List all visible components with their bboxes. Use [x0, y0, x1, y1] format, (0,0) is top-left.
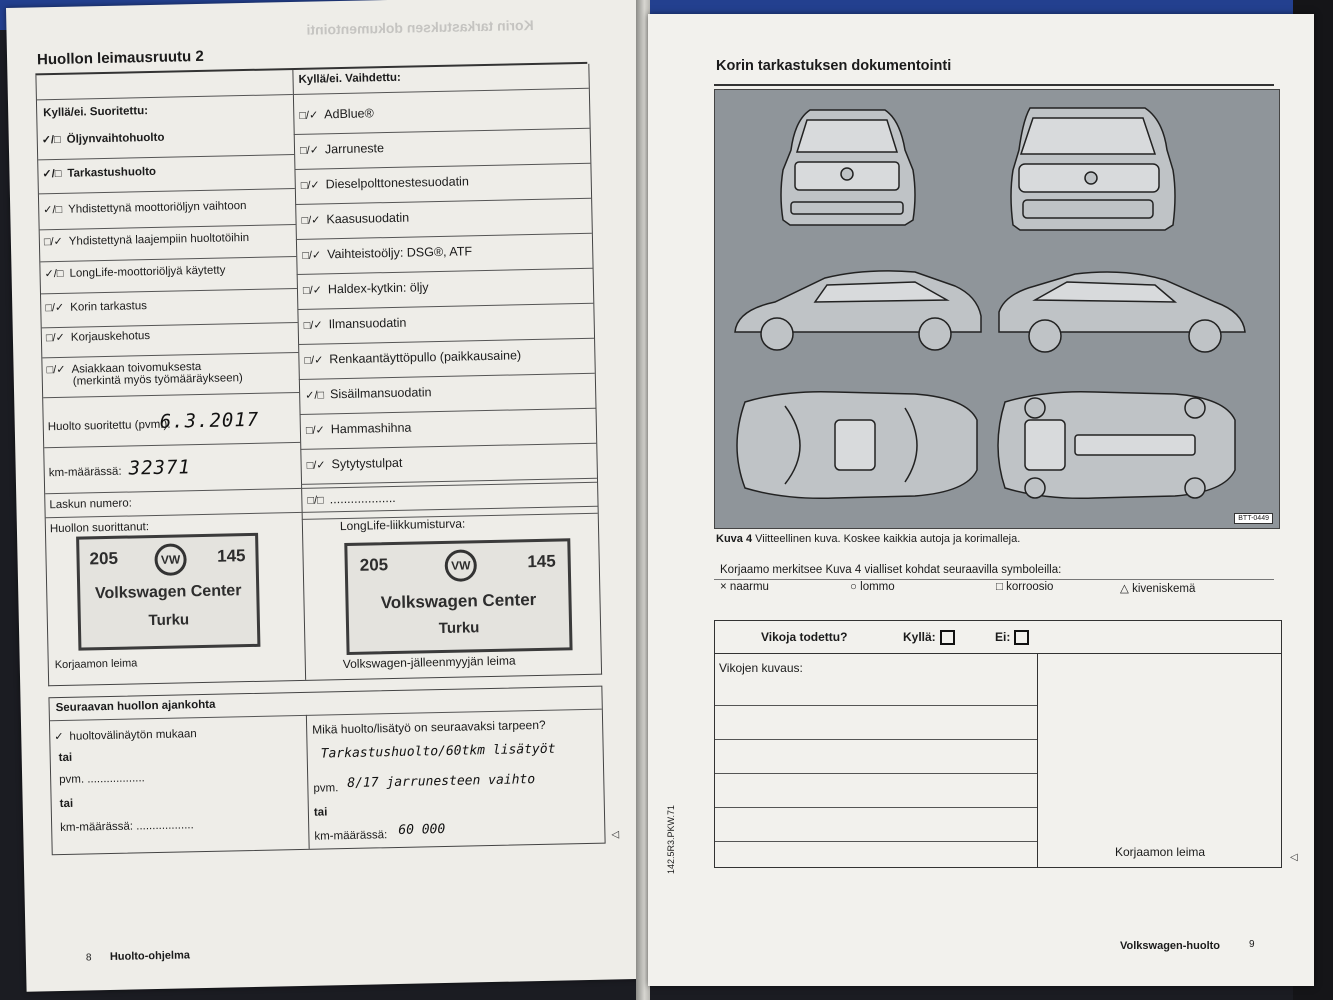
- circle-icon: ○: [850, 581, 857, 593]
- right-checklist-item: □/✓ Dieselpolttonestesuodatin: [300, 174, 469, 192]
- square-icon: □: [996, 581, 1003, 593]
- stamp-city: Turku: [148, 611, 190, 630]
- workshop-stamp: [76, 533, 260, 651]
- km-value[interactable]: 32371: [128, 456, 192, 480]
- page-number: 9: [1249, 939, 1255, 950]
- triangle-icon: △: [1120, 583, 1129, 595]
- left-checklist-item: ✓/□ LongLife-moottoriöljyä käytetty: [44, 264, 226, 281]
- next-work-question: Mikä huolto/lisätyö on seuraavaksi tarpeen?: [312, 717, 546, 737]
- next-service-title: Seuraavan huollon ajankohta: [55, 698, 216, 715]
- right-checklist-item: □/✓ Sytytystulpat: [306, 455, 403, 472]
- handwritten-work[interactable]: Tarkastushuolto/60tkm lisätyöt: [320, 741, 556, 762]
- longlife-label: LongLife-liikkumisturva:: [339, 516, 466, 534]
- right-checklist-item: □/✓ Ilmansuodatin: [303, 315, 407, 332]
- checkbox-pair-icon[interactable]: □/✓: [303, 319, 323, 332]
- car-top-view[interactable]: [737, 392, 977, 499]
- symbol-dent: ○ lommo: [850, 581, 895, 593]
- checkbox-pair-icon[interactable]: ✓/□: [42, 167, 62, 181]
- km-field[interactable]: km-määrässä: ..................: [60, 819, 194, 835]
- yes-checkbox[interactable]: [940, 630, 955, 645]
- page-title: Huollon leimausruutu 2: [36, 47, 204, 69]
- checkbox-pair-icon[interactable]: □/✓: [306, 459, 326, 472]
- left-column-header: Kyllä/ei. Suoritettu:: [43, 105, 149, 120]
- right-checklist-item: □/✓ Haldex-kytkin: öljy: [302, 280, 429, 297]
- checkbox-pair-icon[interactable]: ✓/□: [43, 203, 63, 217]
- left-checklist-item: ✓/□ Öljynvaihtohuolto: [41, 131, 165, 147]
- checkbox-pair-icon[interactable]: □/✓: [301, 214, 321, 227]
- next-service-option: ✓ huoltovälinäytön mukaan: [54, 728, 197, 744]
- diagram-code: BTT-0449: [1234, 513, 1273, 524]
- car-underside-view[interactable]: [998, 392, 1235, 499]
- left-checklist-item: □/✓ Korin tarkastus: [45, 300, 148, 315]
- checkbox-pair-icon[interactable]: □/✓: [302, 284, 323, 297]
- checkbox-pair-icon[interactable]: □/✓: [45, 301, 65, 315]
- footer-text: Huolto-ohjelma: [109, 949, 191, 964]
- service-stamp-table: [35, 64, 602, 686]
- service-date-label: Huolto suoritettu (pvm.):: [47, 418, 171, 434]
- document-code: 142.5R3.PKW.71: [666, 804, 676, 874]
- workshop-stamp-label: Korjaamon leima: [1115, 845, 1206, 859]
- bleed-through-text: Korin tarkastuksen dokumentointi: [306, 16, 534, 38]
- stamp-right-number: 145: [527, 551, 556, 572]
- or-label: tai: [59, 797, 74, 811]
- or-label: tai: [58, 751, 73, 765]
- car-right-side-view[interactable]: [999, 272, 1245, 352]
- symbol-stone-chip: △ kiveniskemä: [1120, 583, 1196, 595]
- symbol-corrosion: □ korroosio: [996, 581, 1054, 593]
- date-field[interactable]: pvm. ..................: [59, 772, 145, 787]
- checkbox-pair-icon[interactable]: ✓/□: [44, 267, 64, 281]
- footer-text: Volkswagen-huolto: [1120, 940, 1221, 952]
- checkbox-pair-icon[interactable]: □/□: [307, 494, 324, 507]
- car-rear-view[interactable]: [781, 110, 915, 225]
- vw-logo-icon: VW: [154, 543, 187, 576]
- checkbox-pair-icon[interactable]: □/✓: [46, 363, 66, 377]
- defects-table: [714, 620, 1282, 868]
- left-checklist-item: ✓/□ Tarkastushuolto: [42, 165, 157, 181]
- right-page: [648, 14, 1314, 986]
- title-rule: [714, 84, 1274, 86]
- dealer-stamp-label: Volkswagen-jälleenmyyjän leima: [342, 653, 516, 672]
- no-checkbox[interactable]: [1014, 630, 1029, 645]
- triangle-marker-icon: ◁: [611, 829, 620, 841]
- page-number: 8: [85, 952, 92, 964]
- symbols-intro: Korjaamo merkitsee Kuva 4 vialliset kohdat seuraavilla symboleilla:: [720, 564, 1062, 576]
- checkbox-pair-icon[interactable]: □/✓: [45, 331, 65, 345]
- performed-by-label: Huollon suorittanut:: [49, 521, 150, 536]
- car-front-view[interactable]: [1011, 108, 1175, 230]
- checkbox-pair-icon[interactable]: □/✓: [299, 144, 320, 157]
- left-checklist-item: ✓/□ Yhdistettynä moottoriöljyn vaihtoon: [43, 200, 247, 217]
- yes-option: Kyllä:: [903, 630, 955, 645]
- left-page: [6, 0, 658, 992]
- car-outlines: [715, 90, 1279, 528]
- service-date-value[interactable]: 6.3.2017: [159, 408, 260, 433]
- stamp-name: Volkswagen Center: [94, 582, 242, 603]
- workshop-stamp-label: Korjaamon leima: [54, 657, 138, 672]
- checkbox-pair-icon[interactable]: □/✓: [304, 354, 324, 367]
- handwritten-km[interactable]: 60 000: [398, 821, 446, 838]
- checkbox-pair-icon[interactable]: □/✓: [302, 249, 322, 262]
- fault-description-label: Vikojen kuvaus:: [719, 661, 803, 675]
- dealer-stamp: [344, 538, 572, 655]
- km-label: km-määrässä:: [48, 465, 122, 480]
- right-checklist-item: □/✓ Vaihteistoöljy: DSG®, ATF: [302, 244, 473, 262]
- checkbox-pair-icon[interactable]: □/✓: [299, 109, 319, 122]
- right-checklist-item: □/✓ Jarruneste: [299, 141, 385, 157]
- right-checklist-item: □/✓ AdBlue®: [299, 106, 374, 122]
- right-checklist-item: □/✓ Kaasusuodatin: [301, 210, 410, 227]
- figure-caption: Kuva 4 Viitteellinen kuva. Koskee kaikkia autoja ja korimalleja.: [716, 533, 1021, 545]
- triangle-marker-icon: ◁: [1290, 852, 1298, 863]
- stamp-left-number: 205: [359, 555, 389, 575]
- right-checklist-item: □/□ ...................: [307, 490, 396, 507]
- date-label: pvm.: [313, 782, 339, 795]
- car-body-diagram: [714, 89, 1280, 529]
- stamp-city: Turku: [438, 619, 480, 638]
- car-left-side-view[interactable]: [735, 271, 981, 350]
- or-label: tai: [313, 806, 328, 819]
- stamp-left-number: 205: [89, 548, 119, 569]
- stamp-right-number: 145: [216, 546, 246, 566]
- km-label: km-määrässä:: [314, 829, 388, 843]
- invoice-label: Laskun numero:: [49, 497, 132, 512]
- cross-icon: ×: [720, 581, 727, 593]
- next-service-table: [48, 686, 605, 856]
- left-checklist-item: □/✓ Asiakkaan toivomuksesta (merkintä myös työmääräykseen): [46, 360, 243, 388]
- checkbox-pair-icon[interactable]: ✓/□: [41, 133, 61, 147]
- left-checklist-item: □/✓ Korjauskehotus: [45, 330, 151, 345]
- right-checklist-item: □/✓ Hammashihna: [305, 420, 412, 437]
- handwritten-date[interactable]: 8/17 jarrunesteen vaihto: [347, 772, 536, 792]
- left-checklist-item: □/✓ Yhdistettynä laajempiin huoltotöihin: [43, 231, 250, 249]
- checkbox-pair-icon[interactable]: □/✓: [300, 179, 320, 192]
- checkbox-checked-icon[interactable]: ✓: [54, 730, 64, 744]
- no-option: Ei:: [995, 630, 1029, 645]
- faults-question: Vikoja todettu?: [761, 630, 848, 644]
- checkbox-pair-icon[interactable]: ✓/□: [305, 389, 325, 402]
- defects-header: [715, 621, 1281, 654]
- page-title: Korin tarkastuksen dokumentointi: [716, 58, 952, 74]
- vw-logo-icon: VW: [444, 549, 477, 582]
- symbol-scratch: × naarmu: [720, 581, 769, 593]
- checkbox-pair-icon[interactable]: □/✓: [305, 424, 325, 437]
- right-checklist-item: ✓/□ Sisäilmansuodatin: [305, 385, 432, 402]
- checkbox-pair-icon[interactable]: □/✓: [43, 235, 63, 249]
- stamp-name: Volkswagen Center: [380, 590, 537, 613]
- right-column-header: Kyllä/ei. Vaihdettu:: [298, 71, 401, 86]
- right-checklist-item: □/✓ Renkaantäyttöpullo (paikkausaine): [304, 348, 522, 367]
- column-divider: [292, 70, 306, 680]
